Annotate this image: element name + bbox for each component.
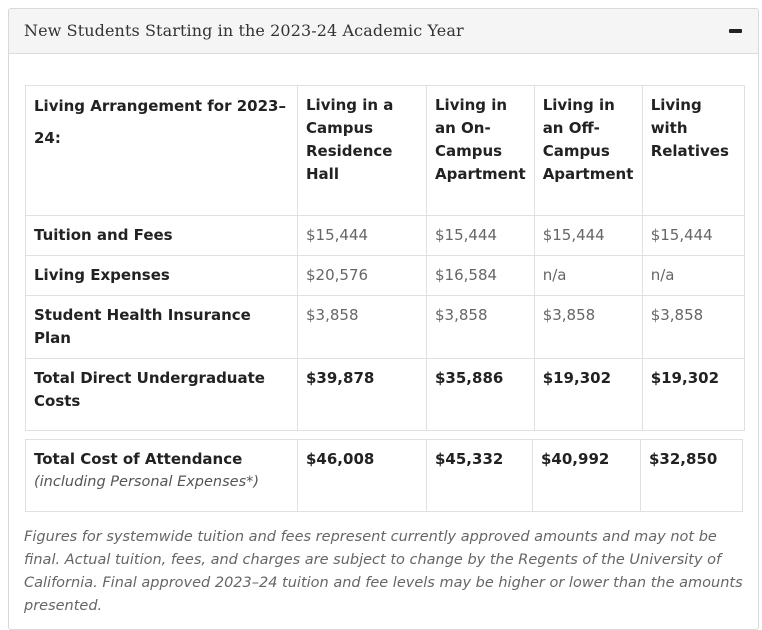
table-cell: $3,858 <box>642 296 744 359</box>
table-row <box>26 440 743 512</box>
row-label: Tuition and Fees <box>26 216 298 256</box>
panel-title: New Students Starting in the 2023-24 Academic Year <box>24 21 464 40</box>
table-cell: n/a <box>534 256 642 296</box>
table-cell: $15,444 <box>534 216 642 256</box>
footnote: Figures for systemwide tuition and fees represent currently approved amounts and may not be final. Actual tuition, fees, and charges are subject to change by the Regents of the University of California. Final approved 2023–24 tuition and fee levels may be higher or lower than the amounts presented. <box>24 529 743 614</box>
table-cell: $32,850 <box>641 440 743 512</box>
column-header: Living Arrangement for 2023–24: <box>26 86 298 216</box>
table-cell: $19,302 <box>642 359 744 431</box>
table-cell: $35,886 <box>427 359 535 431</box>
row-label: Total Direct Undergraduate Costs <box>26 359 298 431</box>
row-label: Living Expenses <box>26 256 298 296</box>
table-row <box>26 216 745 256</box>
table-cell: $3,858 <box>534 296 642 359</box>
table-cell: $3,858 <box>298 296 427 359</box>
table-cell: $45,332 <box>427 440 533 512</box>
table-cell: $46,008 <box>298 440 427 512</box>
table-row <box>26 296 745 359</box>
attendance-label: Total Cost of Attendance <box>34 450 243 468</box>
table-cell: $16,584 <box>427 256 535 296</box>
table-row <box>26 256 745 296</box>
panel-header[interactable] <box>9 9 758 54</box>
table-cell: $15,444 <box>642 216 744 256</box>
minus-icon[interactable] <box>729 29 742 33</box>
table-cell: $15,444 <box>427 216 535 256</box>
table-header-row <box>26 86 745 216</box>
column-header: Living in an On-Campus Apartment <box>427 86 535 216</box>
table-row <box>26 359 745 431</box>
table-cell: $40,992 <box>533 440 641 512</box>
column-header: Living in a Campus Residence Hall <box>298 86 427 216</box>
table-cell: $15,444 <box>298 216 427 256</box>
attendance-sublabel: (including Personal Expenses*) <box>34 474 260 490</box>
row-label: Student Health Insurance Plan <box>26 296 298 359</box>
table-cell: n/a <box>642 256 744 296</box>
column-header: Living in an Off-Campus Apartment <box>534 86 642 216</box>
attendance-table <box>25 439 743 512</box>
table-cell: $3,858 <box>427 296 535 359</box>
table-cell: $39,878 <box>298 359 427 431</box>
column-header: Living with Relatives <box>642 86 744 216</box>
accordion-panel <box>8 8 759 630</box>
table-cell: $20,576 <box>298 256 427 296</box>
row-label <box>26 440 298 512</box>
cost-table <box>25 85 745 431</box>
table-cell: $19,302 <box>534 359 642 431</box>
